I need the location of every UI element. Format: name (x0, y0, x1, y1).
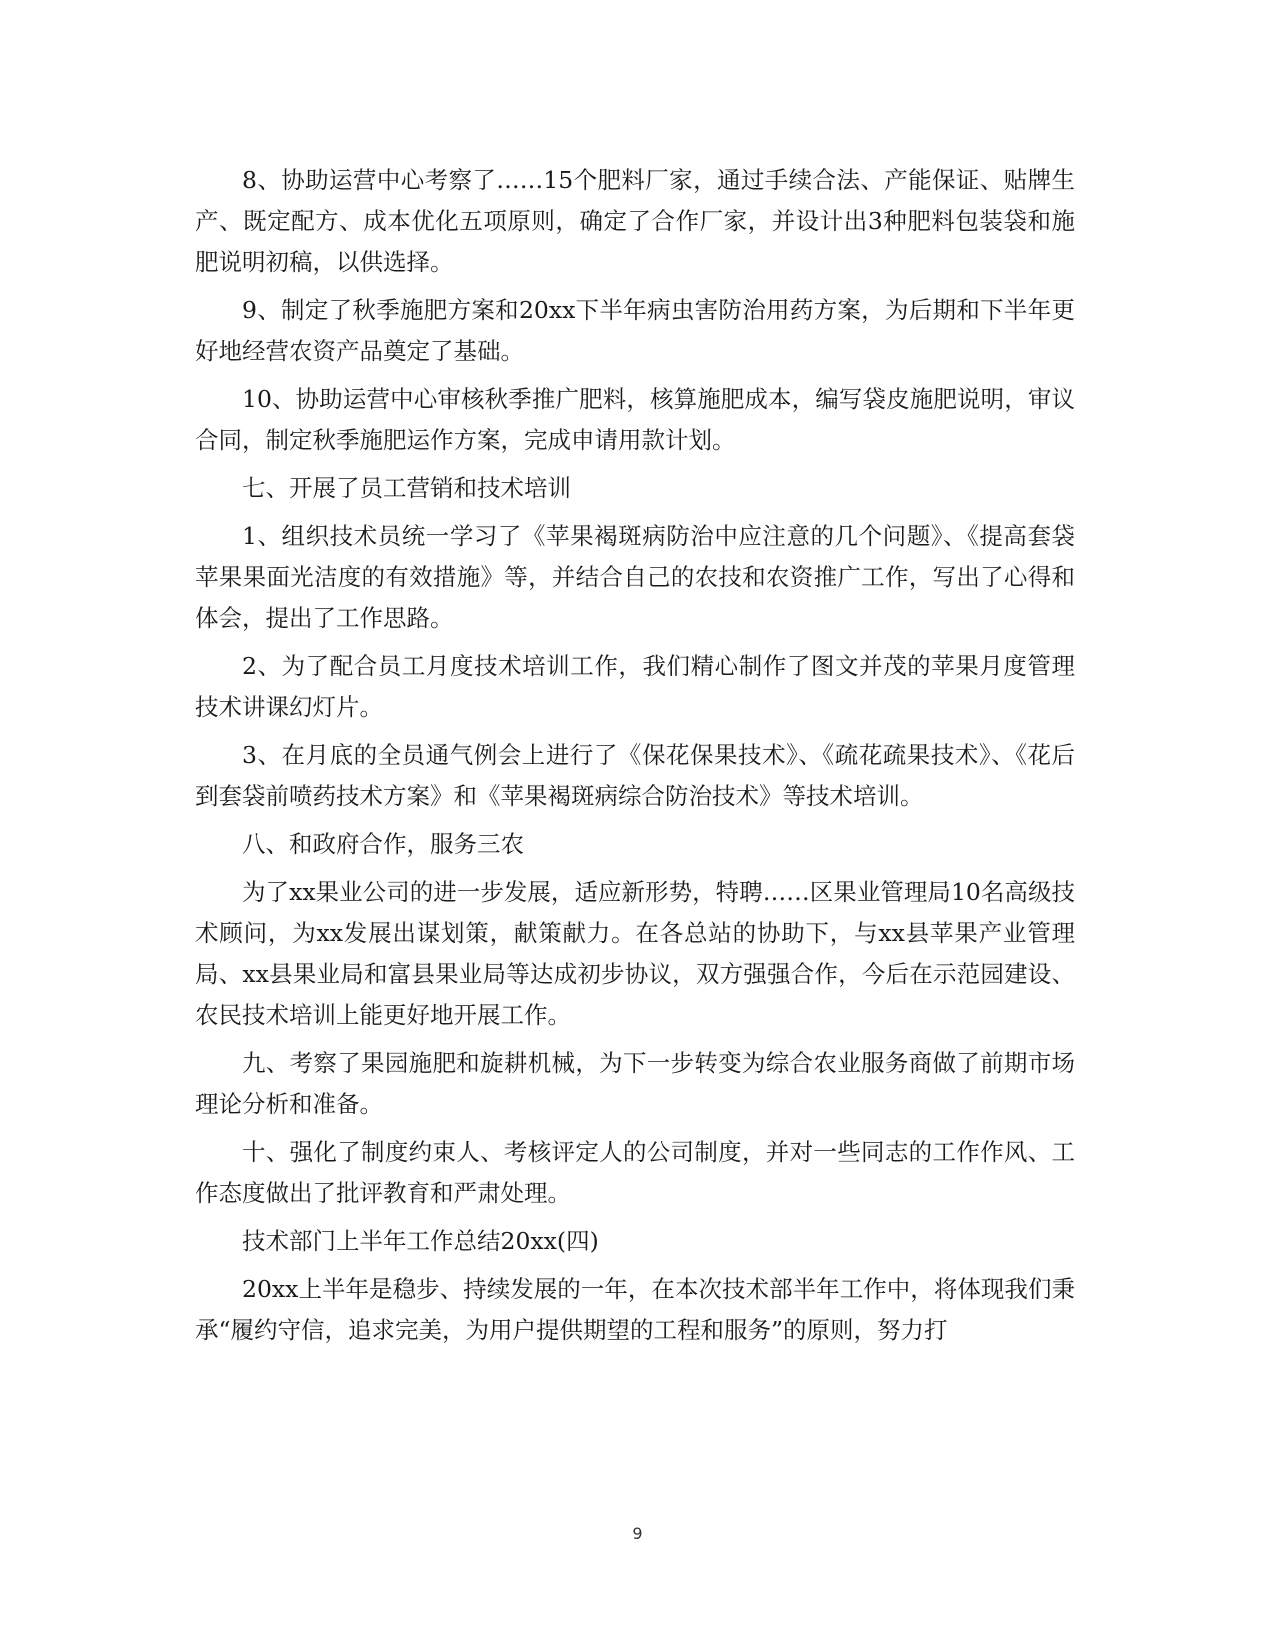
paragraph-training-2: 2、为了配合员工月度技术培训工作，我们精心制作了图文并茂的苹果月度管理技术讲课幻灯片。 (195, 652, 1075, 721)
paragraph-10-contract-review: 10、协助运营中心审核秋季推广肥料，核算施肥成本，编写袋皮施肥说明，审议合同，制定秋季施肥运作方案，完成申请用款计划。 (195, 385, 1075, 454)
paragraph-training-3: 3、在月底的全员通气例会上进行了《保花保果技术》、《疏花疏果技术》、《花后到套袋前喷药技术方案》和《苹果褐斑病综合防治技术》等技术培训。 (195, 741, 1075, 810)
paragraph-summary-intro: 20xx上半年是稳步、持续发展的一年，在本次技术部半年工作中，将体现我们秉承“履约守信，追求完美，为用户提供期望的工程和服务”的原则，努力打 (195, 1275, 1075, 1344)
paragraph-government-cooperation: 为了xx果业公司的进一步发展，适应新形势，特聘……区果业管理局10名高级技术顾问，为xx发展出谋划策，献策献力。在各总站的协助下，与xx县苹果产业管理局、xx县果业局和富县果业局等达成初步协议，双方强强合作，今后在示范园建设、农民技术培训上能更好地开展工作。 (195, 878, 1075, 1029)
paragraph-9-autumn-plan: 9、制定了秋季施肥方案和20xx下半年病虫害防治用药方案，为后期和下半年更好地经营农资产品奠定了基础。 (195, 296, 1075, 365)
section-heading-nine: 九、考察了果园施肥和旋耕机械，为下一步转变为综合农业服务商做了前期市场理论分析和准备。 (195, 1049, 1075, 1118)
page-number: 9 (632, 1524, 643, 1543)
section-heading-ten: 十、强化了制度约束人、考核评定人的公司制度，并对一些同志的工作作风、工作态度做出了批评教育和严肃处理。 (195, 1138, 1075, 1207)
section-heading-seven: 七、开展了员工营销和技术培训 (242, 474, 571, 502)
paragraph-8-fertilizer-vendors: 8、协助运营中心考察了……15个肥料厂家，通过手续合法、产能保证、贴牌生产、既定配方、成本优化五项原则，确定了合作厂家，并设计出3种肥料包装袋和施肥说明初稿，以供选择。 (195, 166, 1075, 276)
summary-title-four: 技术部门上半年工作总结20xx(四) (242, 1227, 599, 1255)
paragraph-training-1: 1、组织技术员统一学习了《苹果褐斑病防治中应注意的几个问题》、《提高套袋苹果果面光洁度的有效措施》等，并结合自己的农技和农资推广工作，写出了心得和体会，提出了工作思路。 (195, 522, 1075, 632)
section-heading-eight: 八、和政府合作，服务三农 (242, 830, 524, 858)
document-body (195, 160, 1075, 1358)
